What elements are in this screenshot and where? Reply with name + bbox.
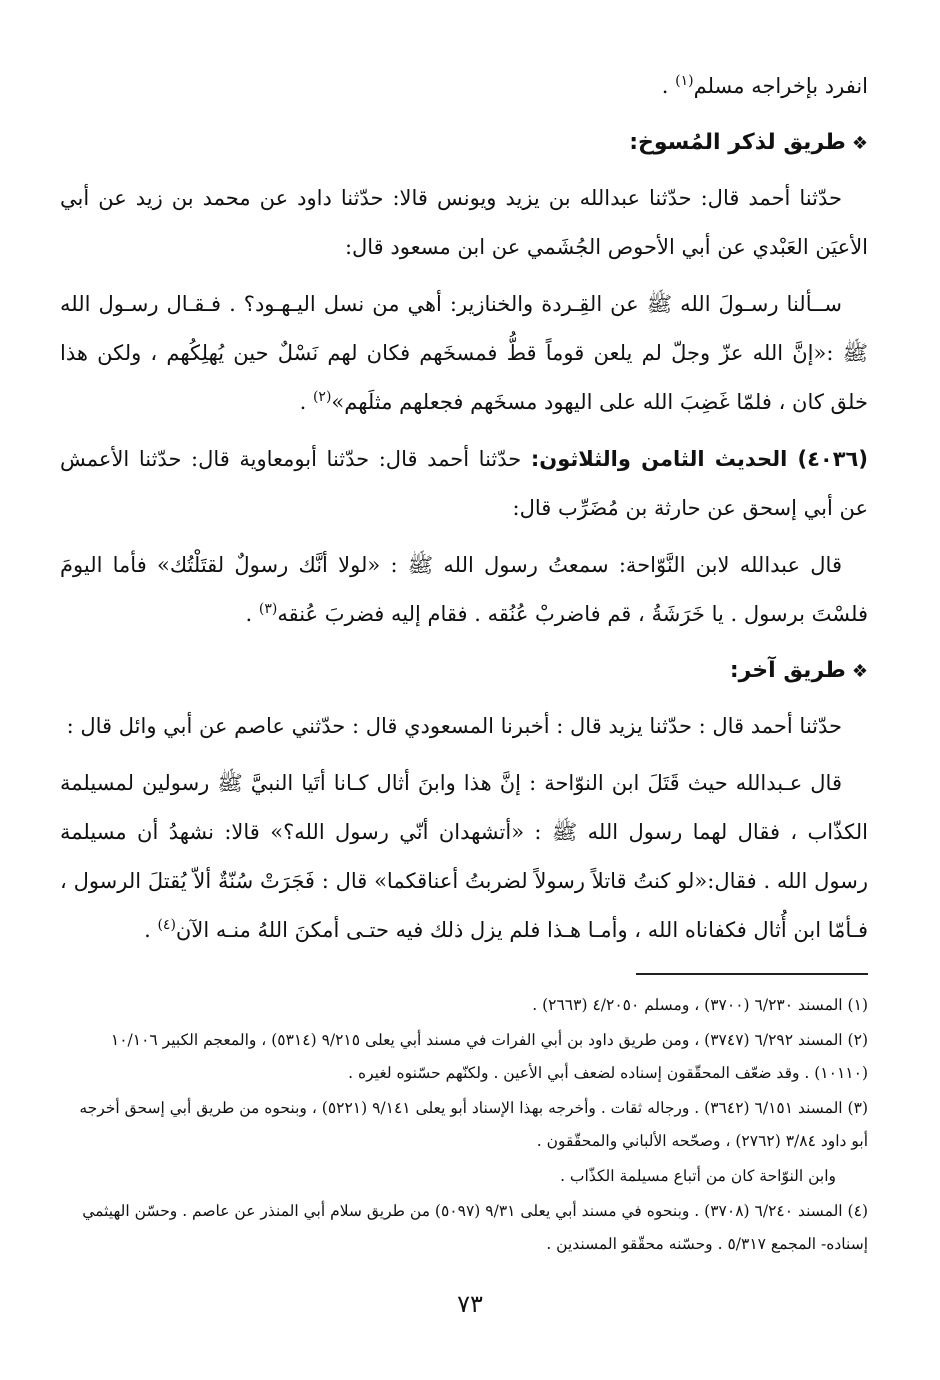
footnote-4 xyxy=(60,1195,868,1261)
footnote-text: المسند ٦/٢٣٠ (٣٧٠٠) ، ومسلم ٤/٢٠٥٠ (٢٦٦٣) . xyxy=(532,996,843,1014)
footnote-marker: (١) xyxy=(847,996,868,1014)
main-text xyxy=(60,62,868,955)
section-heading-1 xyxy=(60,119,868,168)
paragraph-end: . xyxy=(299,390,313,414)
paragraph-7 xyxy=(60,759,868,955)
paragraph-text: حدّثنا أحمد قال: حدّثنا أبومعاوية قال: حدّثنا الأعمش عن أبي إسحق عن حارثة بن مُضَرِّب قال: xyxy=(60,447,868,520)
footnotes xyxy=(60,989,868,1261)
paragraph-text: قال عبدالله لابن النَّوّاحة: سمعتُ رسول الله ﷺ : «لولا أنَّك رسولٌ لقتَلْتُك» فأما اليومَ فلسْتَ برسول . يا خَرَشَةُ ، قم فاضربْ عُنُقه . فقام إليه فضربَ عُنقه xyxy=(60,553,868,626)
paragraph-2: حدّثنا أحمد قال: حدّثنا عبدالله بن يزيد ويونس قالا: حدّثنا داود عن محمد بن زيد عن أبي الأعيَن العَبْدي عن أبي الأحوص الجُشَمي عن ابن مسعود قال: xyxy=(60,186,868,259)
hadith-heading: (٤٠٣٦) الحديث الثامن والثلاثون: xyxy=(530,447,868,471)
paragraph-3 xyxy=(60,280,868,427)
paragraph-text: ســألنا رسـولَ الله ﷺ عن القِـردة والخنازير: أهي من نسل اليـهـود؟ . فـقـال رسـول الله ﷺ :«إنَّ الله عزّ وجلّ لم يلعن قوماً قطُّ فمسخَهم فكان لهم نَسْلٌ حين يُهلِكُهم ، ولكن هذا خلق كان ، فلمّا غَضِبَ الله على اليهود مسخَهم فجعلهم مثلَهم» xyxy=(60,292,868,414)
footnote-1 xyxy=(60,989,868,1022)
paragraph-4 xyxy=(60,435,868,533)
heading-text: طريق آخر: xyxy=(729,658,846,683)
footnote-2 xyxy=(60,1024,868,1090)
paragraph-1 xyxy=(60,62,868,111)
footnote-ref: (٤) xyxy=(157,917,176,933)
paragraph-5 xyxy=(60,541,868,639)
paragraph-text: انفرد بإخراجه مسلم xyxy=(693,74,868,98)
section-heading-2 xyxy=(60,647,868,696)
footnote-marker: (٢) xyxy=(847,1031,868,1049)
diamond-bullet-icon: ❖ xyxy=(851,133,868,154)
footnote-text: المسند ٦/١٥١ (٣٦٤٢) . ورجاله ثقات . وأخرجه بهذا الإسناد أبو يعلى ٩/١٤١ (٥٢٢١) ، وبنحوه من طريق أبي إسحق أخرجه أبو داود ٣/٨٤ (٢٧٦٢) ، وصحّحه الألباني والمحقّقون . xyxy=(79,1099,868,1150)
footnote-ref: (١) xyxy=(675,73,694,89)
paragraph-end: . xyxy=(661,74,676,98)
footnote-text: المسند ٦/٢٤٠ (٣٧٠٨) . وبنحوه في مسند أبي يعلى ٩/٣١ (٥٠٩٧) من طريق سلام أبي المنذر عن عاصم . وحسّن الهيثمي إسناده- المجمع ٥/٣١٧ . وحسّنه محقّقو المسندين . xyxy=(82,1202,868,1253)
footnote-3-continuation: وابن النوّاحة كان من أتباع مسيلمة الكذّاب . xyxy=(560,1167,836,1185)
paragraph-6: حدّثنا أحمد قال : حدّثنا يزيد قال : أخبرنا المسعودي قال : حدّثني عاصم عن أبي وائل قال : xyxy=(66,714,842,738)
diamond-bullet-icon: ❖ xyxy=(851,661,868,682)
footnote-text: المسند ٦/٢٩٢ (٣٧٤٧) ، ومن طريق داود بن أبي الفرات في مسند أبي يعلى ٩/٢١٥ (٥٣١٤) ، والمعجم الكبير ١٠/١٠٦ (١٠١١٠) . وقد ضعّف المحقّقون إسناده لضعف أبي الأعين . ولكنّهم حسّنوه لغيره . xyxy=(110,1031,868,1082)
paragraph-end: . xyxy=(144,918,158,942)
page-number: ٧٣ xyxy=(457,1290,483,1318)
paragraph-text: قال عـبدالله حيث قَتَلَ ابن النوّاحة : إنَّ هذا وابنَ أثال كـانا أتَيا النبيَّ ﷺ رسولين لمسيلمة الكذّاب ، فقال لهما رسول الله ﷺ : «أتشهدان أنّي رسول الله؟» قالا: نشهدُ أن مسيلمة رسول الله . فقال:«لو كنتُ قاتلاً رسولاً لضربتُ أعناقكما» قال : فَجَرَتْ سُنّةٌ ألاّ يُقتلَ الرسول ، فـأمّا ابن أُثال فكفاناه الله ، وأمـا هـذا فلم يزل ذلك فيه حتـى أمكنَ اللهُ منـه الآن xyxy=(60,771,868,942)
footnote-ref: (٢) xyxy=(312,389,332,405)
heading-text: طريق لذكر المُسوخ: xyxy=(629,130,846,155)
paragraph-end: . xyxy=(245,602,259,626)
footnote-marker: (٣) xyxy=(847,1099,868,1117)
footnote-3 xyxy=(60,1092,868,1158)
footnote-ref: (٣) xyxy=(258,601,278,617)
footnote-divider xyxy=(636,973,868,975)
footnote-marker: (٤) xyxy=(847,1202,868,1220)
